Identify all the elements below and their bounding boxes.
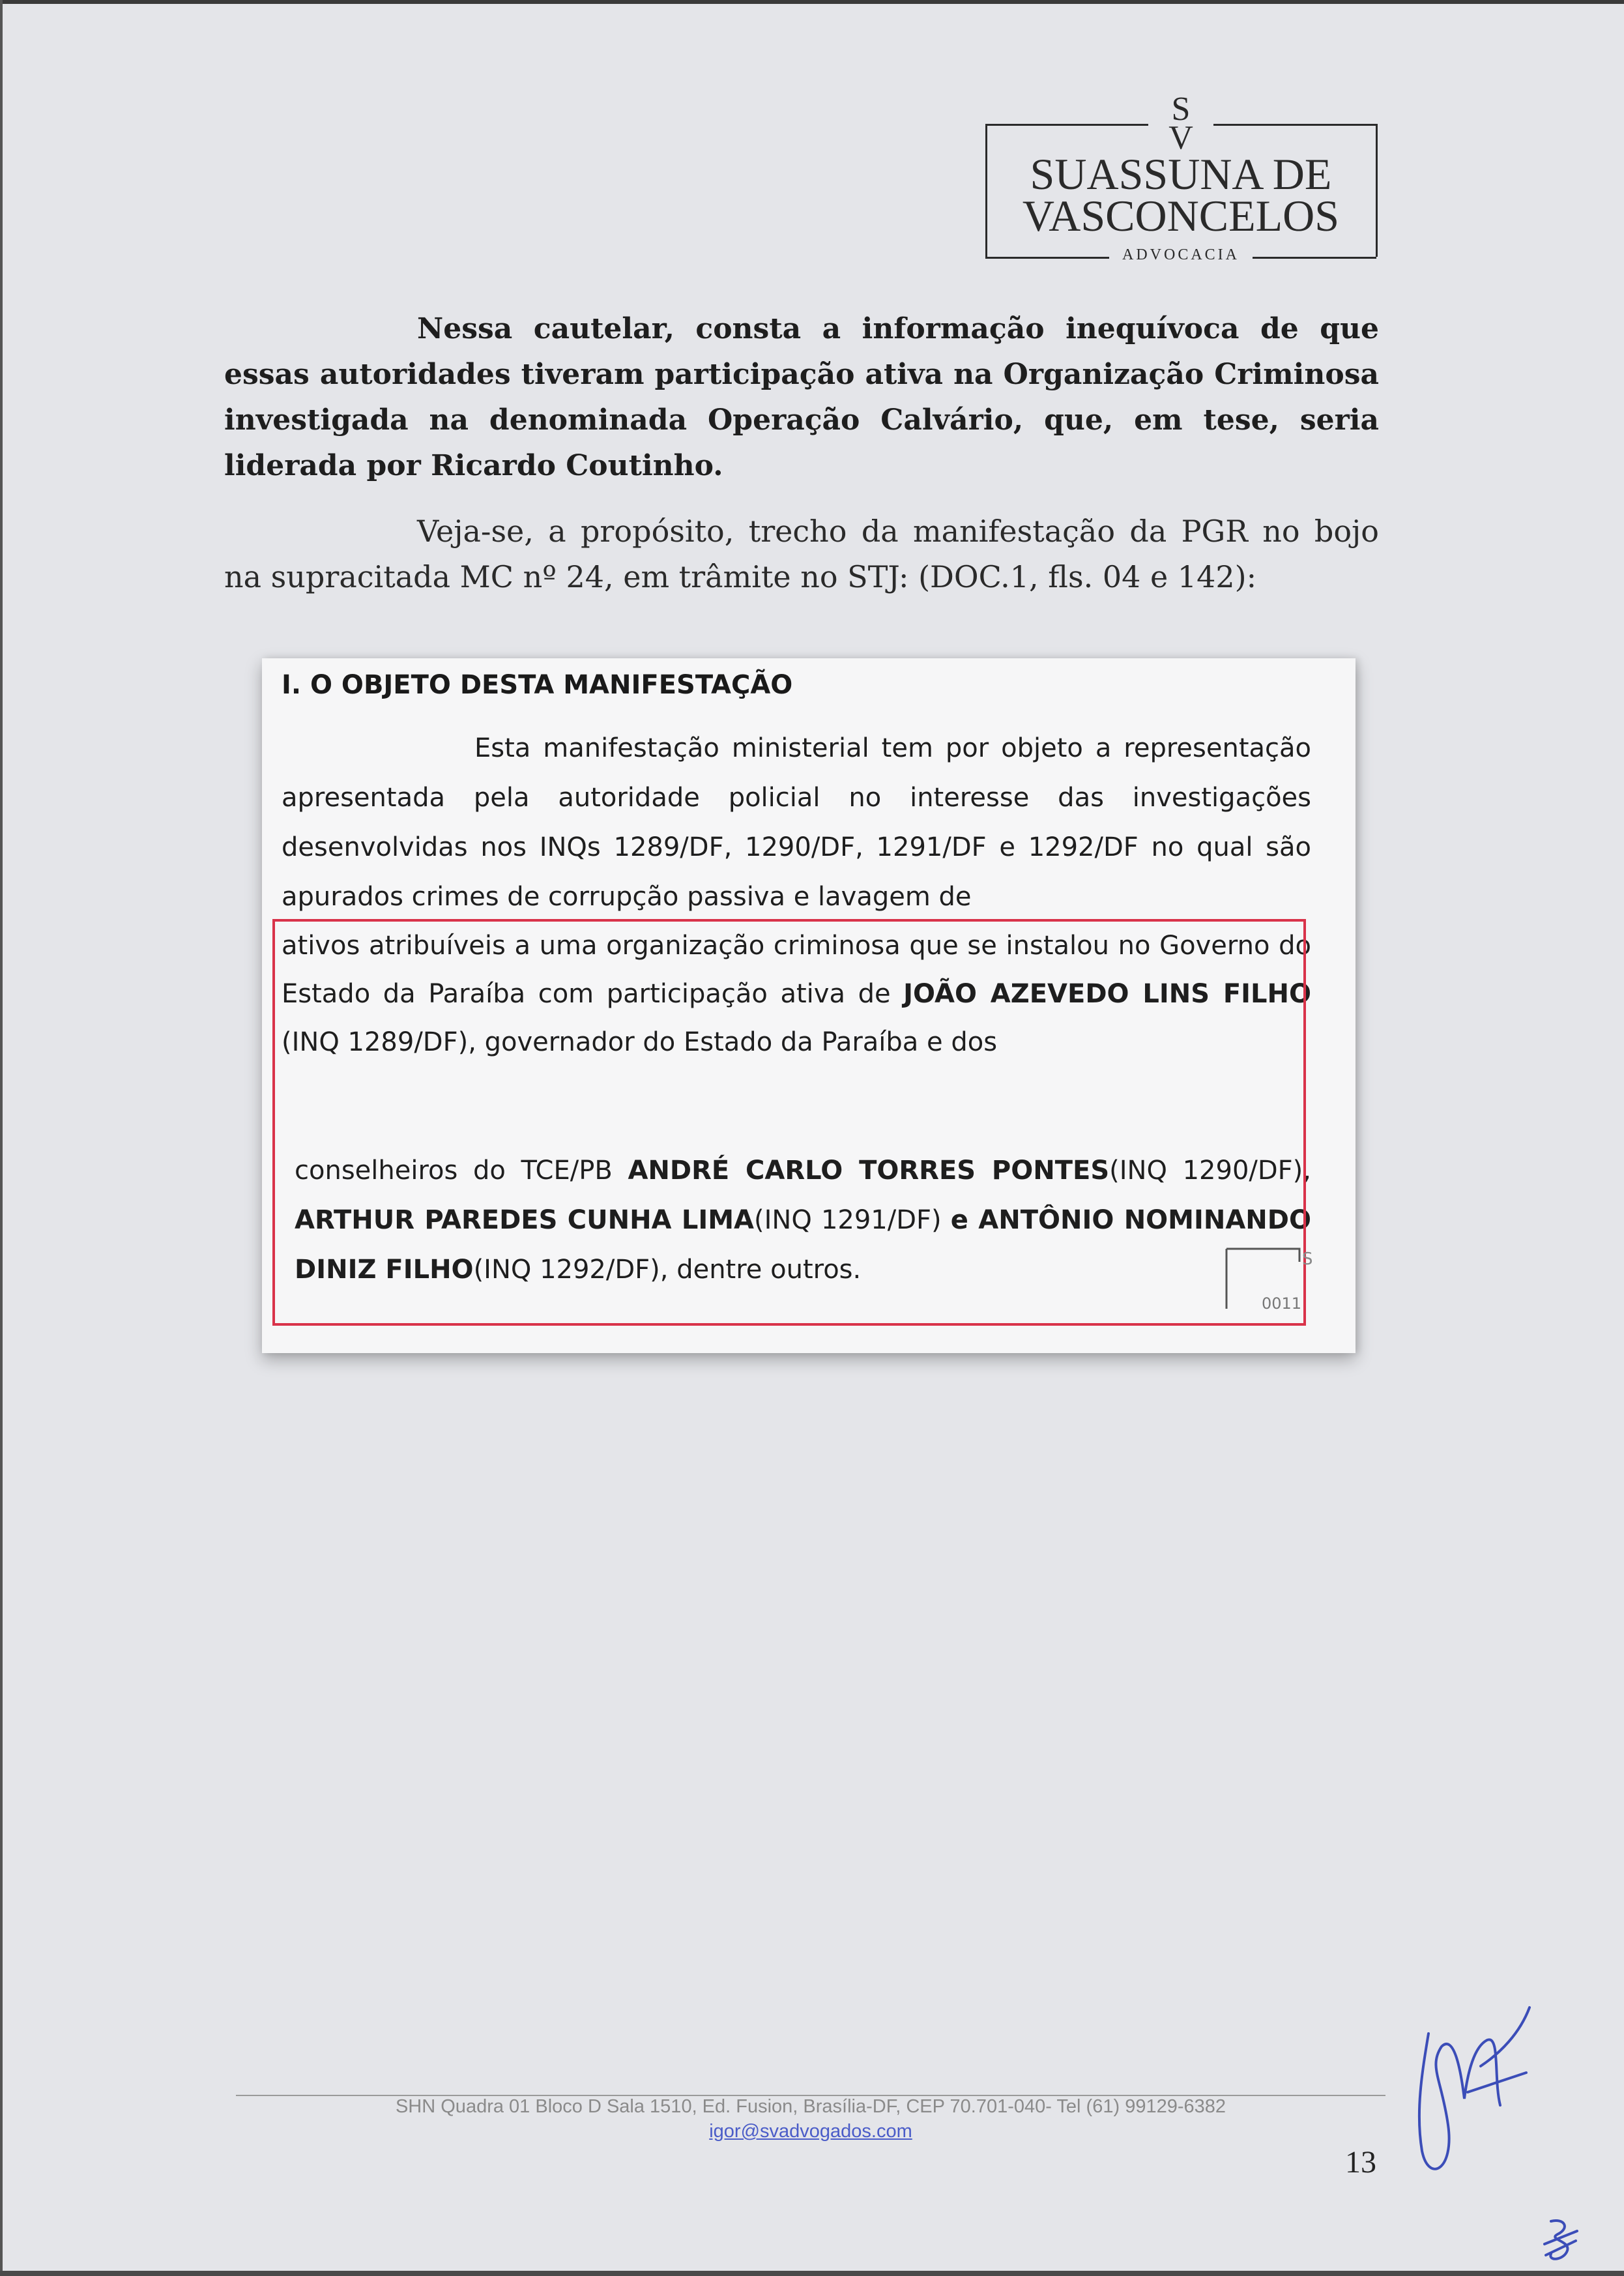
footer-address: SHN Quadra 01 Bloco D Sala 1510, Ed. Fusion, Brasília-DF, CEP 70.701-040- Tel (61) 99129-6382: [395, 2096, 1226, 2117]
scan-left-edge: [0, 0, 3, 2276]
excerpt-p3-inq-2: (INQ 1291/DF): [754, 1205, 951, 1235]
scan-top-edge: [0, 0, 1624, 4]
initials-mark-icon: [1538, 2215, 1584, 2267]
excerpt-paragraph-1: Esta manifestação ministerial tem por objeto a representação apresentada pela autoridade policial no interesse das investigações desenvolvidas nos INQs 1289/DF, 1290/DF, 1291/DF e 1292/DF no qual são apurados crimes de corrupção passiva e lavagem de: [282, 733, 1311, 912]
excerpt-p3-name-1: ANDRÉ CARLO TORRES PONTES: [628, 1156, 1110, 1186]
scan-bottom-edge: [0, 2271, 1624, 2276]
excerpt-p3-name-2: ARTHUR PAREDES CUNHA LIMA: [295, 1205, 754, 1235]
excerpt-p2-text: ativos atribuíveis a uma organização criminosa que se instalou no Governo do Estado da Paraíba com participação ativa de: [282, 931, 1311, 1009]
logo-frame-bottom-right: [1253, 257, 1376, 259]
excerpt-p3-text: conselheiros do TCE/PB: [295, 1156, 628, 1186]
svg-text:S: S: [1302, 1249, 1313, 1269]
citation-paragraph: Veja-se, a propósito, trecho da manifestação da PGR no bojo na supracitada MC nº 24, em trâmite no STJ: (DOC.1, fls. 04 e 142):: [224, 514, 1379, 594]
page-stamp-icon: [1221, 1244, 1319, 1315]
firm-name: [985, 149, 1376, 241]
firm-name-line2: VASCONCELOS: [1022, 191, 1340, 241]
logo-frame-top-right: [1213, 124, 1376, 126]
excerpt-title: I. O OBJETO DESTA MANIFESTAÇÃO: [282, 670, 793, 700]
excerpt-card: [262, 658, 1356, 1353]
logo-frame-bottom-left: [985, 257, 1109, 259]
monogram-v: V: [1168, 119, 1193, 150]
handwritten-signature-icon: [1402, 1994, 1533, 2183]
excerpt-p3-inq-3: (INQ 1292/DF), dentre outros.: [473, 1255, 862, 1285]
firm-name-line1: SUASSUNA DE: [1030, 149, 1332, 199]
firm-subtitle: ADVOCACIA: [1122, 246, 1240, 263]
svg-text:0011: 0011: [1262, 1294, 1302, 1313]
excerpt-p3-inq-1: (INQ 1290/DF),: [1109, 1156, 1311, 1186]
page-number: 13: [1345, 2145, 1376, 2180]
footer-email-link[interactable]: igor@svadvogados.com: [709, 2121, 912, 2142]
excerpt-p3-name-3: e ANTÔNIO NOMINANDO DINIZ FILHO: [295, 1205, 1311, 1285]
monogram-s: S: [1171, 91, 1191, 128]
excerpt-p2-rest: (INQ 1289/DF), governador do Estado da Paraíba e dos: [282, 1027, 998, 1057]
bold-paragraph: Nessa cautelar, consta a informação inequívoca de que essas autoridades tiveram participação ativa na Organização Criminosa investigada na denominada Operação Calvário, que, em tese, seria liderada por Ricardo Coutinho.: [224, 312, 1379, 482]
highlight-box: [272, 919, 1306, 1326]
logo-frame-top-left: [985, 124, 1148, 126]
excerpt-p2-name: JOÃO AZEVEDO LINS FILHO: [903, 979, 1311, 1009]
letterhead-logo: [985, 91, 1376, 262]
logo-monogram-icon: [1155, 91, 1207, 150]
